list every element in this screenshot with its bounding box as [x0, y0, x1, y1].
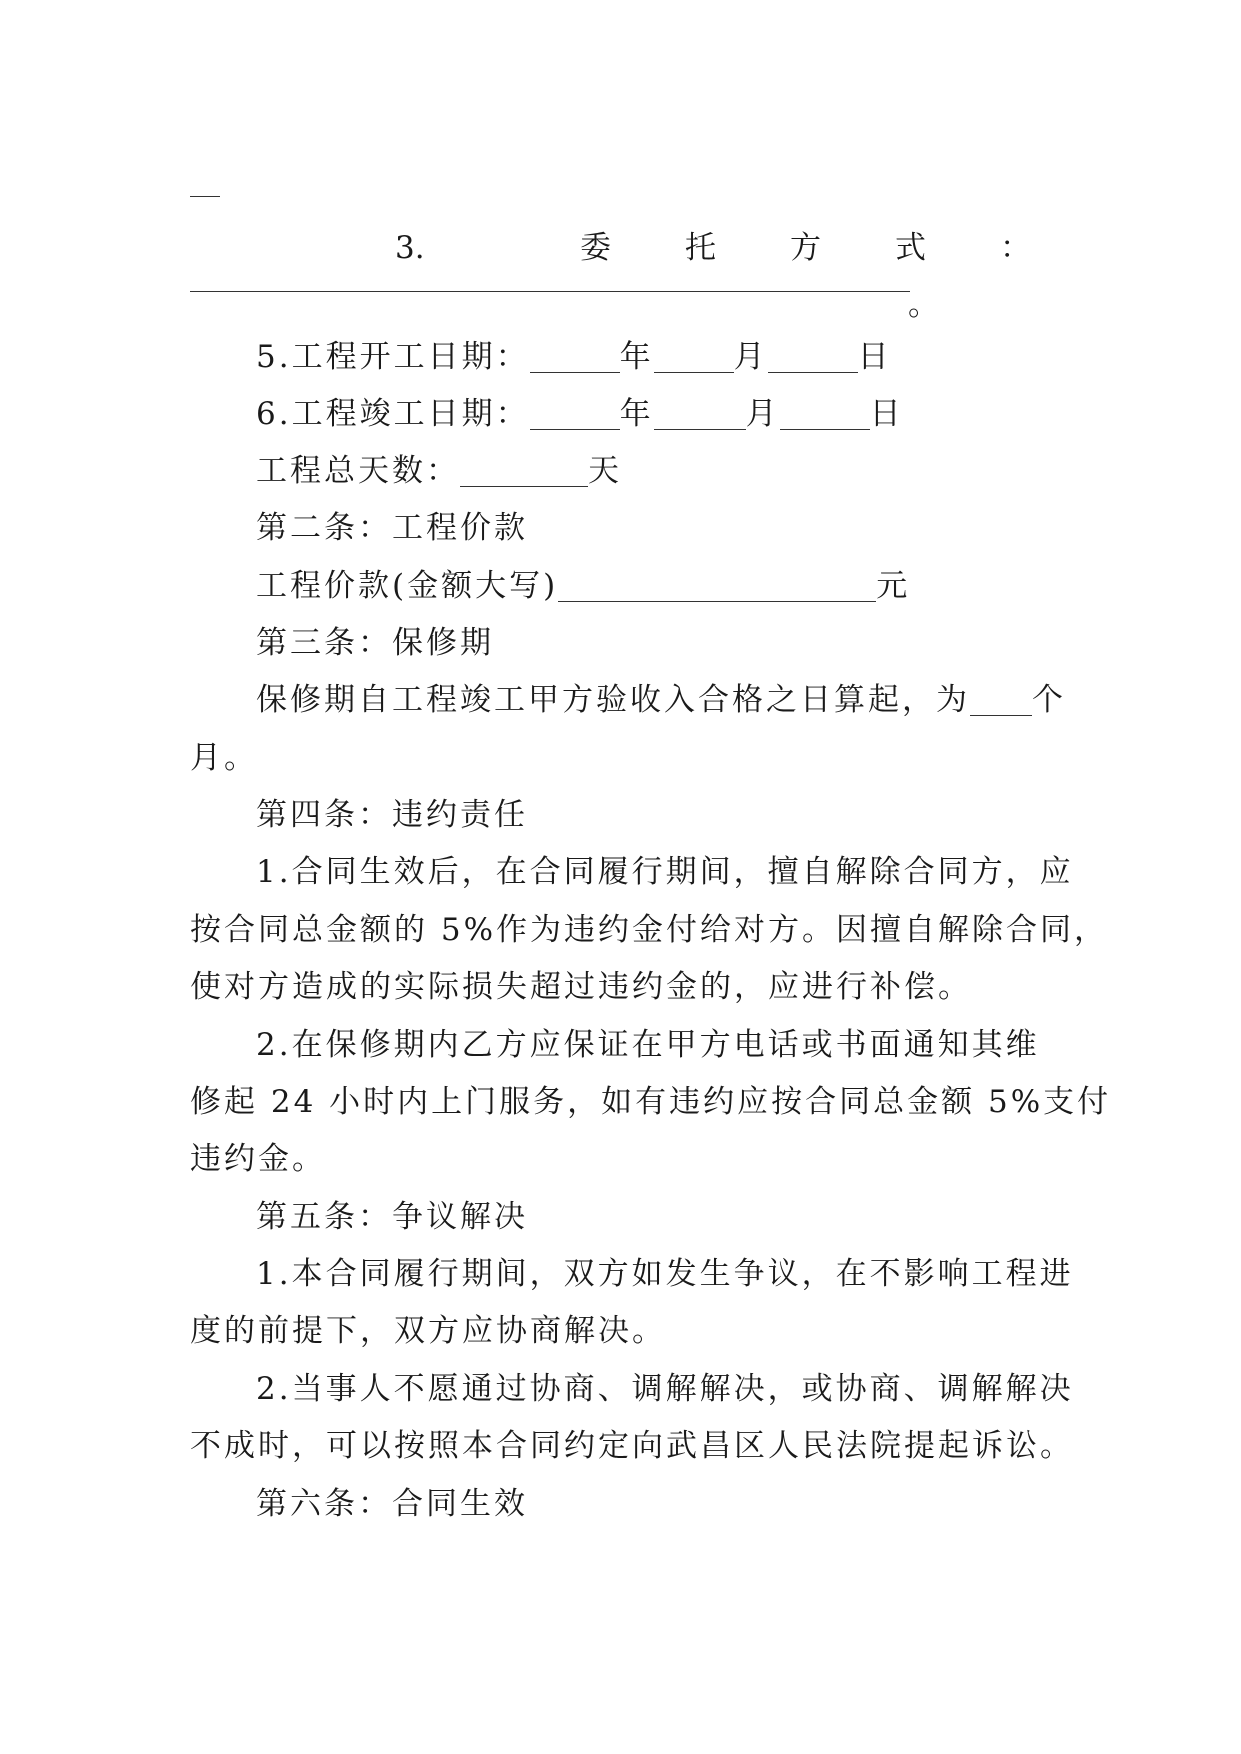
total-days-line: [256, 451, 1136, 491]
price-line: [256, 566, 1136, 606]
art4-p1-line2: 按合同总金额的 5%作为违约金付给对方。因擅自解除合同，: [190, 912, 1109, 948]
price-blank: [558, 571, 876, 602]
end-month-label: 月: [745, 396, 780, 432]
start-day-blank: [768, 342, 858, 373]
entrust-char-4: 式: [895, 230, 926, 266]
end-year-label: 年: [619, 396, 654, 432]
art4-p1-line1: 1.合同生效后，在合同履行期间，擅自解除合同方，应: [256, 854, 1074, 890]
total-days-unit: 天: [588, 453, 622, 489]
entrust-colon: ：: [1000, 230, 1031, 266]
end-day-label: 日: [869, 396, 904, 432]
start-year-label: 年: [619, 339, 654, 375]
art4-p2-line1: 2.在保修期内乙方应保证在甲方电话或书面通知其维: [256, 1027, 1040, 1063]
entrust-period: 。: [908, 287, 939, 323]
warranty-line-2: 月。: [190, 740, 258, 776]
end-day-blank: [780, 399, 870, 430]
article-3-title: 第三条：保修期: [256, 625, 494, 661]
art4-p2-line3: 违约金。: [190, 1141, 326, 1177]
article-6-title: 第六条：合同生效: [256, 1486, 528, 1522]
entrust-char-3: 方: [790, 230, 821, 266]
art5-p2-line2: 不成时，可以按照本合同约定向武昌区人民法院提起诉讼。: [190, 1428, 1074, 1464]
entrust-char-1: 委: [580, 230, 611, 266]
warranty-months-blank: [970, 685, 1032, 716]
end-date-line: [256, 394, 1136, 434]
art4-p1-line3: 使对方造成的实际损失超过违约金的，应进行补偿。: [190, 969, 972, 1005]
art5-p1-line2: 度的前提下，双方应协商解决。: [190, 1313, 666, 1349]
entrust-number: 3.: [395, 230, 425, 266]
art5-p1-line1: 1.本合同履行期间，双方如发生争议，在不影响工程进: [256, 1256, 1074, 1292]
end-year-blank: [530, 399, 620, 430]
price-label: 工程价款(金额大写): [256, 568, 559, 604]
start-month-label: 月: [733, 339, 768, 375]
top-dash-line: [190, 196, 220, 197]
entrust-blank-line: [190, 291, 910, 292]
end-date-label: 6.工程竣工日期：: [256, 396, 530, 432]
total-days-label: 工程总天数：: [256, 453, 460, 489]
article-2-title: 第二条：工程价款: [256, 510, 528, 546]
art5-p2-line1: 2.当事人不愿通过协商、调解解决，或协商、调解解决: [256, 1371, 1074, 1407]
end-month-blank: [654, 399, 746, 430]
total-days-blank: [460, 456, 588, 487]
start-year-blank: [530, 342, 620, 373]
warranty-line-1: [256, 680, 1136, 720]
warranty-unit: 个: [1032, 682, 1066, 718]
article-5-title: 第五条：争议解决: [256, 1199, 528, 1235]
start-month-blank: [654, 342, 734, 373]
price-unit: 元: [876, 568, 911, 604]
start-date-label: 5.工程开工日期：: [256, 339, 530, 375]
article-4-title: 第四条：违约责任: [256, 797, 528, 833]
start-date-line: [256, 337, 1136, 377]
warranty-text: 保修期自工程竣工甲方验收入合格之日算起，为: [256, 682, 970, 718]
start-day-label: 日: [857, 339, 892, 375]
art4-p2-line2: 修起 24 小时内上门服务，如有违约应按合同总金额 5%支付: [190, 1084, 1112, 1120]
entrust-char-2: 托: [685, 230, 716, 266]
